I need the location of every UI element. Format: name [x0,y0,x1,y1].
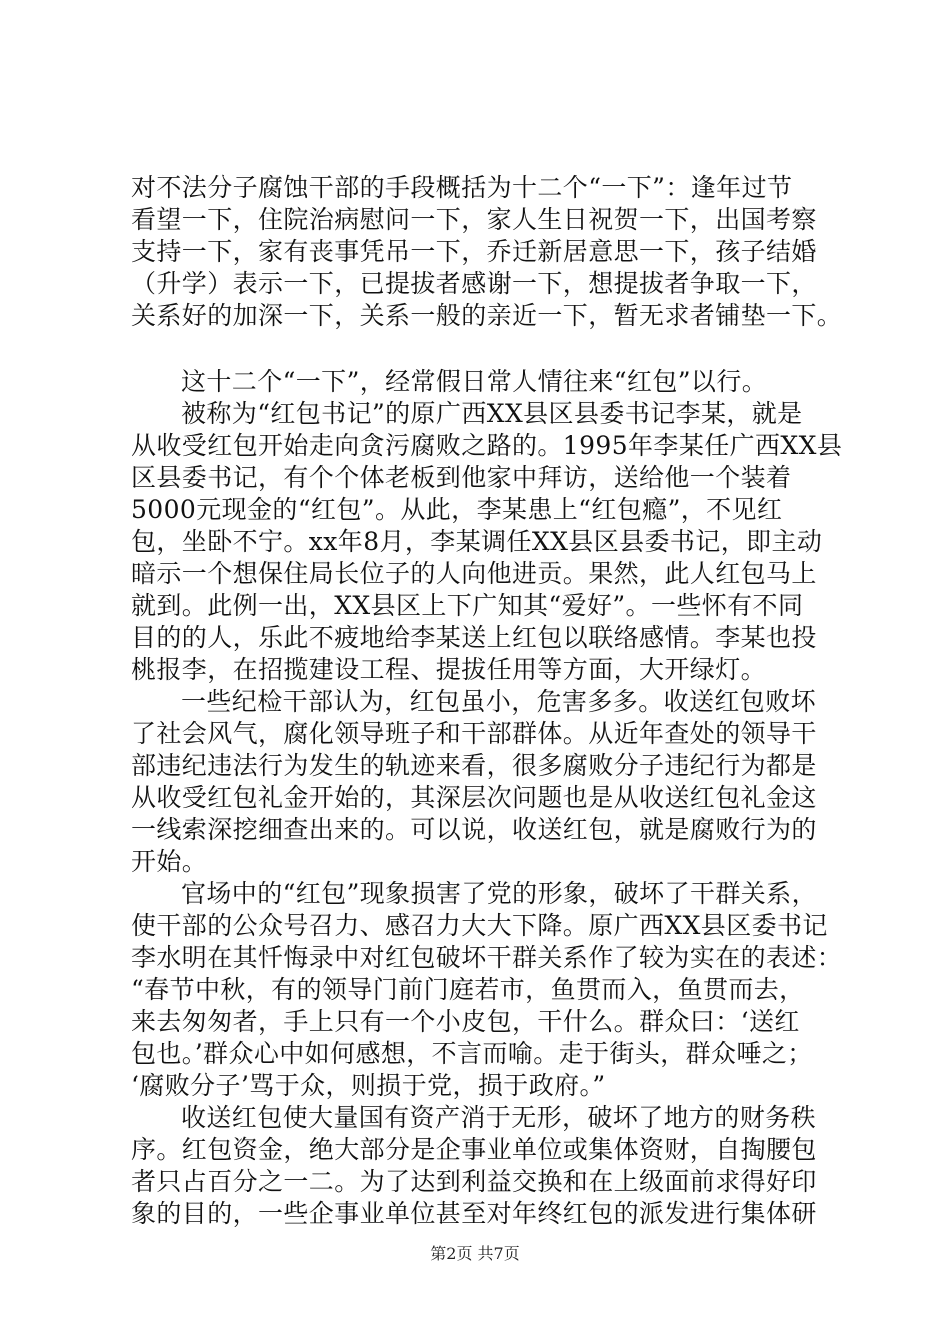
text-line: 这十二个“一下”，经常假日常人情往来“红包”以行。 [181,367,768,396]
document-body [131,172,851,1230]
text-line: ‘腐败分子’骂于众，则损于党，损于政府。” [131,1071,606,1100]
text-line: 区县委书记，有个个体老板到他家中拜访，送给他一个装着 [131,463,792,492]
text-line: 开始。 [131,847,208,876]
text-line: 关系好的加深一下，关系一般的亲近一下，暂无求者铺垫一下。 [131,301,843,330]
text-line: 包，坐卧不宁。xx年8月，李某调任XX县区县委书记，即主动 [131,527,823,556]
text-line: 看望一下，住院治病慰问一下，家人生日祝贺一下，出国考察 [131,205,817,234]
text-line: 李水明在其忏悔录中对红包破坏干群关系作了较为实在的表述： [131,943,843,972]
text-line: 目的的人，乐此不疲地给李某送上红包以联络感情。李某也投 [131,623,817,652]
paragraph-gap [131,332,851,366]
text-line: 部违纪违法行为发生的轨迹来看，很多腐败分子违纪行为都是 [131,751,817,780]
text-line: “春节中秋，有的领导门前门庭若市，鱼贯而入，鱼贯而去， [131,975,805,1004]
text-line: 使干部的公众号召力、感召力大大下降。原广西XX县区委书记 [131,911,828,940]
text-line: 5000元现金的“红包”。从此，李某患上“红包瘾”，不见红 [131,495,783,524]
text-line: 收送红包使大量国有资产消于无形，破坏了地方的财务秩 [181,1103,817,1132]
text-line: 一线索深挖细查出来的。可以说，收送红包，就是腐败行为的 [131,815,817,844]
text-line: 者只占百分之一二。为了达到利益交换和在上级面前求得好印 [131,1167,817,1196]
page-number-footer: 第2页 共7页 [430,1244,520,1263]
text-line: 序。红包资金，绝大部分是企事业单位或集体资财，自掏腰包 [131,1135,817,1164]
text-line: 被称为“红包书记”的原广西XX县区县委书记李某，就是 [181,399,803,428]
text-line: 对不法分子腐蚀干部的手段概括为十二个“一下”：逢年过节 [131,173,793,202]
text-line: 一些纪检干部认为，红包虽小，危害多多。收送红包败坏 [181,687,817,716]
text-line: 包也。’群众心中如何感想，不言而喻。走于街头，群众唾之； [131,1039,813,1068]
text-line: 了社会风气，腐化领导班子和干部群体。从近年查处的领导干 [131,719,817,748]
text-line: 就到。此例一出，XX县区上下广知其“爱好”。一些怀有不同 [131,591,804,620]
text-line: 暗示一个想保住局长位子的人向他进贡。果然，此人红包马上 [131,559,817,588]
text-line: 官场中的“红包”现象损害了党的形象，破坏了干群关系， [181,879,817,908]
text-line: 从收受红包礼金开始的，其深层次问题也是从收送红包礼金这 [131,783,817,812]
text-line: 来去匆匆者，手上只有一个小皮包，干什么。群众曰：‘送红 [131,1007,800,1036]
text-line: （升学）表示一下，已提拔者感谢一下，想提拔者争取一下， [131,269,817,298]
text-line: 支持一下，家有丧事凭吊一下，乔迁新居意思一下，孩子结婚 [131,237,817,266]
text-line: 桃报李，在招揽建设工程、提拔任用等方面，大开绿灯。 [131,655,767,684]
text-line: 从收受红包开始走向贪污腐败之路的。1995年李某任广西XX县 [131,431,843,460]
text-line: 象的目的，一些企事业单位甚至对年终红包的派发进行集体研 [131,1199,817,1228]
